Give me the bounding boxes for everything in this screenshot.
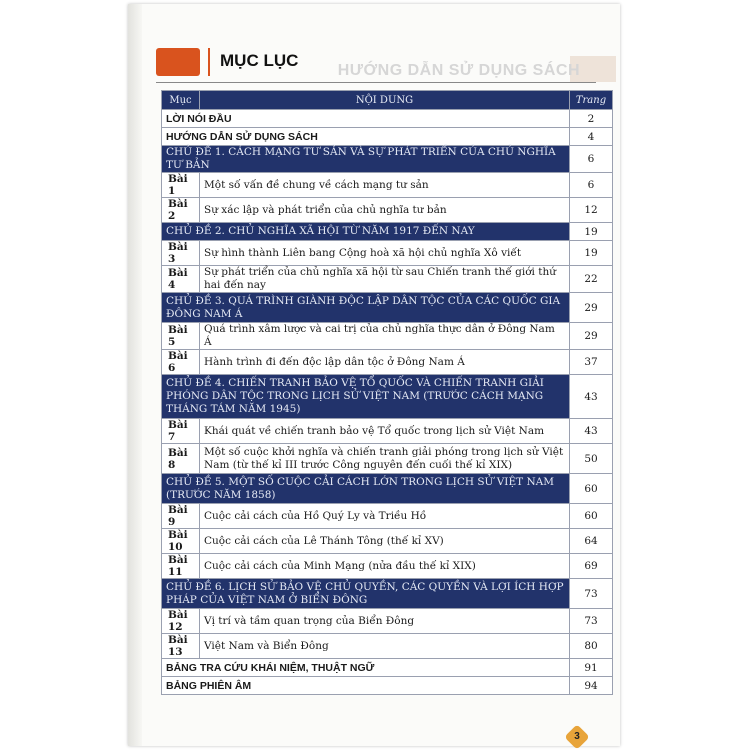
page-ref: 37 <box>570 350 613 375</box>
page-ref: 80 <box>570 634 613 659</box>
toc-lesson-row <box>162 266 613 293</box>
page-gutter <box>128 4 142 746</box>
page-ref: 2 <box>570 110 613 128</box>
toc-topic-row <box>162 579 613 609</box>
toc-topic-row <box>162 146 613 173</box>
lesson-number: Bài 6 <box>162 350 200 375</box>
toc-topic-row <box>162 474 613 504</box>
col-header-noi-dung: NỘI DUNG <box>200 91 570 110</box>
page-ref: 12 <box>570 198 613 223</box>
toc-lesson-row <box>162 323 613 350</box>
lesson-number: Bài 7 <box>162 419 200 444</box>
page-ref: 6 <box>570 173 613 198</box>
page-ref: 50 <box>570 444 613 474</box>
page-ref: 73 <box>570 609 613 634</box>
toc-header-row <box>162 91 613 110</box>
toc-lesson-row <box>162 609 613 634</box>
toc-lesson-row <box>162 419 613 444</box>
toc-topic-row <box>162 375 613 419</box>
topic-title: CHỦ ĐỀ 2. CHỦ NGHĨA XÃ HỘI TỪ NĂM 1917 ĐẾN NAY <box>162 223 570 241</box>
bleed-through-title: HƯỚNG DẪN SỬ DỤNG SÁCH <box>337 62 580 79</box>
lesson-title: Quá trình xâm lược và cai trị của chủ nghĩa thực dân ở Đông Nam Á <box>200 323 570 350</box>
section-title: BẢNG TRA CỨU KHÁI NIỆM, THUẬT NGỮ <box>162 659 570 677</box>
lesson-number: Bài 3 <box>162 241 200 266</box>
col-header-trang: Trang <box>570 91 613 110</box>
section-title: LỜI NÓI ĐẦU <box>162 110 570 128</box>
lesson-title: Hành trình đi đến độc lập dân tộc ở Đông Nam Á <box>200 350 570 375</box>
page-ref: 29 <box>570 293 613 323</box>
toc-section-row <box>162 128 613 146</box>
topic-title: CHỦ ĐỀ 6. LỊCH SỬ BẢO VỆ CHỦ QUYỀN, CÁC QUYỀN VÀ LỢI ÍCH HỢP PHÁP CỦA VIỆT NAM Ở BIỂN ĐÔNG <box>162 579 570 609</box>
topic-title: CHỦ ĐỀ 3. QUÁ TRÌNH GIÀNH ĐỘC LẬP DÂN TỘC CỦA CÁC QUỐC GIA ĐÔNG NAM Á <box>162 293 570 323</box>
lesson-number: Bài 5 <box>162 323 200 350</box>
toc-lesson-row <box>162 350 613 375</box>
toc-lesson-row <box>162 504 613 529</box>
lesson-title: Một số cuộc khởi nghĩa và chiến tranh giải phóng trong lịch sử Việt Nam (từ thế kỉ III trước Công nguyên đến cuối thế kỉ XIX) <box>200 444 570 474</box>
lesson-title: Sự hình thành Liên bang Cộng hoà xã hội chủ nghĩa Xô viết <box>200 241 570 266</box>
lesson-title: Cuộc cải cách của Lê Thánh Tông (thế kỉ XV) <box>200 529 570 554</box>
lesson-title: Việt Nam và Biển Đông <box>200 634 570 659</box>
lesson-number: Bài 1 <box>162 173 200 198</box>
toc-lesson-row <box>162 444 613 474</box>
lesson-number: Bài 2 <box>162 198 200 223</box>
page-ref: 60 <box>570 474 613 504</box>
lesson-number: Bài 4 <box>162 266 200 293</box>
lesson-number: Bài 8 <box>162 444 200 474</box>
topic-title: CHỦ ĐỀ 5. MỘT SỐ CUỘC CẢI CÁCH LỚN TRONG LỊCH SỬ VIỆT NAM (TRƯỚC NĂM 1858) <box>162 474 570 504</box>
toc-lesson-row <box>162 241 613 266</box>
table-of-contents <box>161 90 613 695</box>
lesson-number: Bài 10 <box>162 529 200 554</box>
lesson-title: Khái quát về chiến tranh bảo vệ Tổ quốc trong lịch sử Việt Nam <box>200 419 570 444</box>
toc-section-row <box>162 659 613 677</box>
lesson-number: Bài 11 <box>162 554 200 579</box>
header-accent-bar <box>208 48 210 76</box>
toc-section-row <box>162 110 613 128</box>
toc-lesson-row <box>162 198 613 223</box>
page-header <box>156 48 596 82</box>
page-title: MỤC LỤC <box>220 51 299 70</box>
page-ref: 43 <box>570 375 613 419</box>
page-ref: 29 <box>570 323 613 350</box>
toc-topic-row <box>162 223 613 241</box>
page-ref: 19 <box>570 223 613 241</box>
page-ref: 60 <box>570 504 613 529</box>
lesson-title: Cuộc cải cách của Hồ Quý Ly và Triều Hồ <box>200 504 570 529</box>
section-title: HƯỚNG DẪN SỬ DỤNG SÁCH <box>162 128 570 146</box>
page-ref: 19 <box>570 241 613 266</box>
topic-title: CHỦ ĐỀ 1. CÁCH MẠNG TƯ SẢN VÀ SỰ PHÁT TRIỂN CỦA CHỦ NGHĨA TƯ BẢN <box>162 146 570 173</box>
header-accent-tab <box>156 48 200 76</box>
toc-section-row <box>162 677 613 695</box>
topic-title: CHỦ ĐỀ 4. CHIẾN TRANH BẢO VỆ TỔ QUỐC VÀ CHIẾN TRANH GIẢI PHÓNG DÂN TỘC TRONG LỊCH SỬ VIỆT NAM (TRƯỚC CÁCH MẠNG THÁNG TÁM NĂM 1945) <box>162 375 570 419</box>
lesson-number: Bài 12 <box>162 609 200 634</box>
lesson-title: Vị trí và tầm quan trọng của Biển Đông <box>200 609 570 634</box>
lesson-title: Sự phát triển của chủ nghĩa xã hội từ sau Chiến tranh thế giới thứ hai đến nay <box>200 266 570 293</box>
page-ref: 73 <box>570 579 613 609</box>
toc-topic-row <box>162 293 613 323</box>
toc-lesson-row <box>162 529 613 554</box>
lesson-number: Bài 9 <box>162 504 200 529</box>
page-ref: 6 <box>570 146 613 173</box>
page-ref: 94 <box>570 677 613 695</box>
page-ref: 69 <box>570 554 613 579</box>
section-title: BẢNG PHIÊN ÂM <box>162 677 570 695</box>
book-page <box>128 4 620 746</box>
toc-lesson-row <box>162 634 613 659</box>
page-number: 3 <box>574 731 580 742</box>
page-ref: 64 <box>570 529 613 554</box>
page-ref: 91 <box>570 659 613 677</box>
lesson-number: Bài 13 <box>162 634 200 659</box>
lesson-title: Cuộc cải cách của Minh Mạng (nửa đầu thế kỉ XIX) <box>200 554 570 579</box>
page-ref: 43 <box>570 419 613 444</box>
col-header-muc: Mục <box>162 91 200 110</box>
page-ref: 22 <box>570 266 613 293</box>
toc-lesson-row <box>162 173 613 198</box>
lesson-title: Một số vấn đề chung về cách mạng tư sản <box>200 173 570 198</box>
header-rule <box>156 82 596 83</box>
lesson-title: Sự xác lập và phát triển của chủ nghĩa tư bản <box>200 198 570 223</box>
toc-lesson-row <box>162 554 613 579</box>
page-ref: 4 <box>570 128 613 146</box>
